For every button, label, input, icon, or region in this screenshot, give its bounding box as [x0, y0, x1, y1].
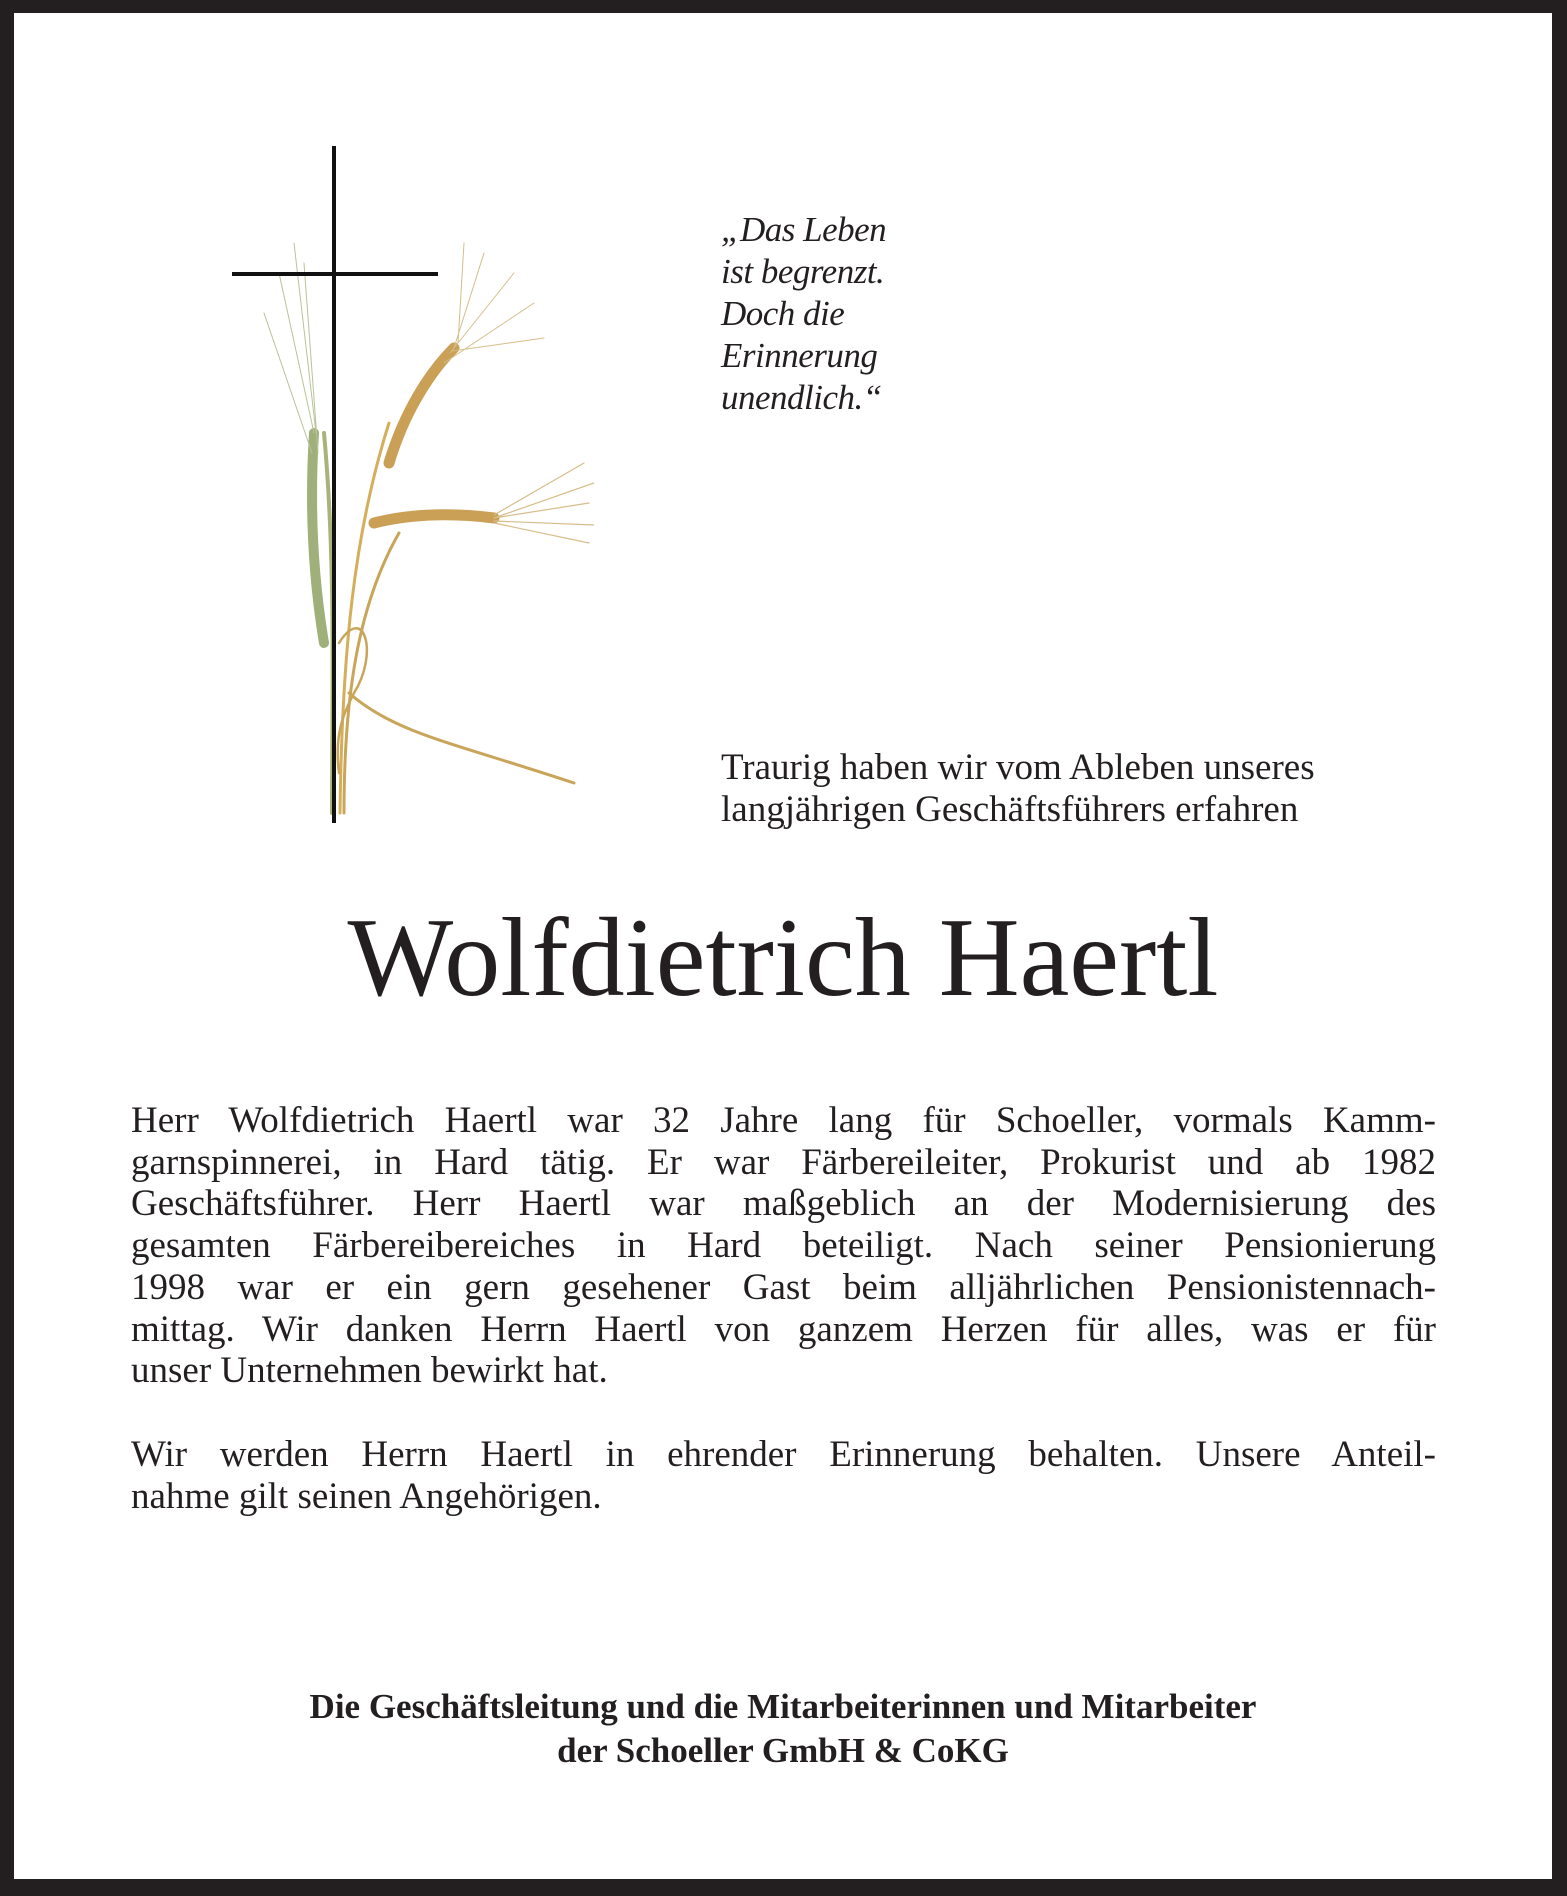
cross-icon — [232, 146, 438, 823]
body-line: Wir werden Herrn Haertl in ehrender Erinnerung behalten. Unsere Anteil- — [131, 1433, 1436, 1475]
quote-line: „Das Leben — [721, 210, 887, 249]
quote-line: Erinnerung — [721, 336, 878, 375]
intro-line: langjährigen Geschäftsführers erfahren — [721, 789, 1299, 830]
obituary-notice — [14, 13, 1552, 1879]
quote-line: unendlich.“ — [721, 378, 882, 417]
body-text — [131, 1100, 1436, 1517]
body-line: nahme gilt seinen Angehörigen. — [131, 1475, 602, 1517]
signature-line: Die Geschäftsleitung und die Mitarbeiterinnen und Mitarbeiter — [309, 1687, 1257, 1726]
intro-line: Traurig haben wir vom Ableben unseres — [721, 747, 1315, 788]
body-line: unser Unternehmen bewirkt hat. — [131, 1350, 608, 1392]
body-line: Geschäftsführer. Herr Haertl war maßgeblich an der Modernisierung des — [131, 1183, 1436, 1225]
intro-text — [721, 747, 1315, 831]
quote-line: ist begrenzt. — [721, 252, 885, 291]
cross-with-wheat-illustration — [214, 133, 594, 823]
body-line: garnspinnerei, in Hard tätig. Er war Färbereileiter, Prokurist und ab 1982 — [131, 1141, 1436, 1183]
body-line: mittag. Wir danken Herrn Haertl von ganzem Herzen für alles, was er für — [131, 1308, 1436, 1350]
body-line: gesamten Färbereibereiches in Hard beteiligt. Nach seiner Pensionierung — [131, 1225, 1436, 1267]
signature-line: der Schoeller GmbH & CoKG — [557, 1731, 1009, 1770]
deceased-name: Wolfdietrich Haertl — [347, 896, 1219, 1020]
quote — [721, 209, 886, 419]
body-line: 1998 war er ein gern gesehener Gast beim alljährlichen Pensionistennach- — [131, 1266, 1436, 1308]
signature — [14, 1685, 1552, 1773]
paragraph-1 — [131, 1100, 1436, 1392]
quote-line: Doch die — [721, 294, 845, 333]
wheat-icon — [264, 243, 594, 813]
body-line: Herr Wolfdietrich Haertl war 32 Jahre lang für Schoeller, vormals Kamm- — [131, 1100, 1436, 1141]
paragraph-2 — [131, 1434, 1436, 1517]
